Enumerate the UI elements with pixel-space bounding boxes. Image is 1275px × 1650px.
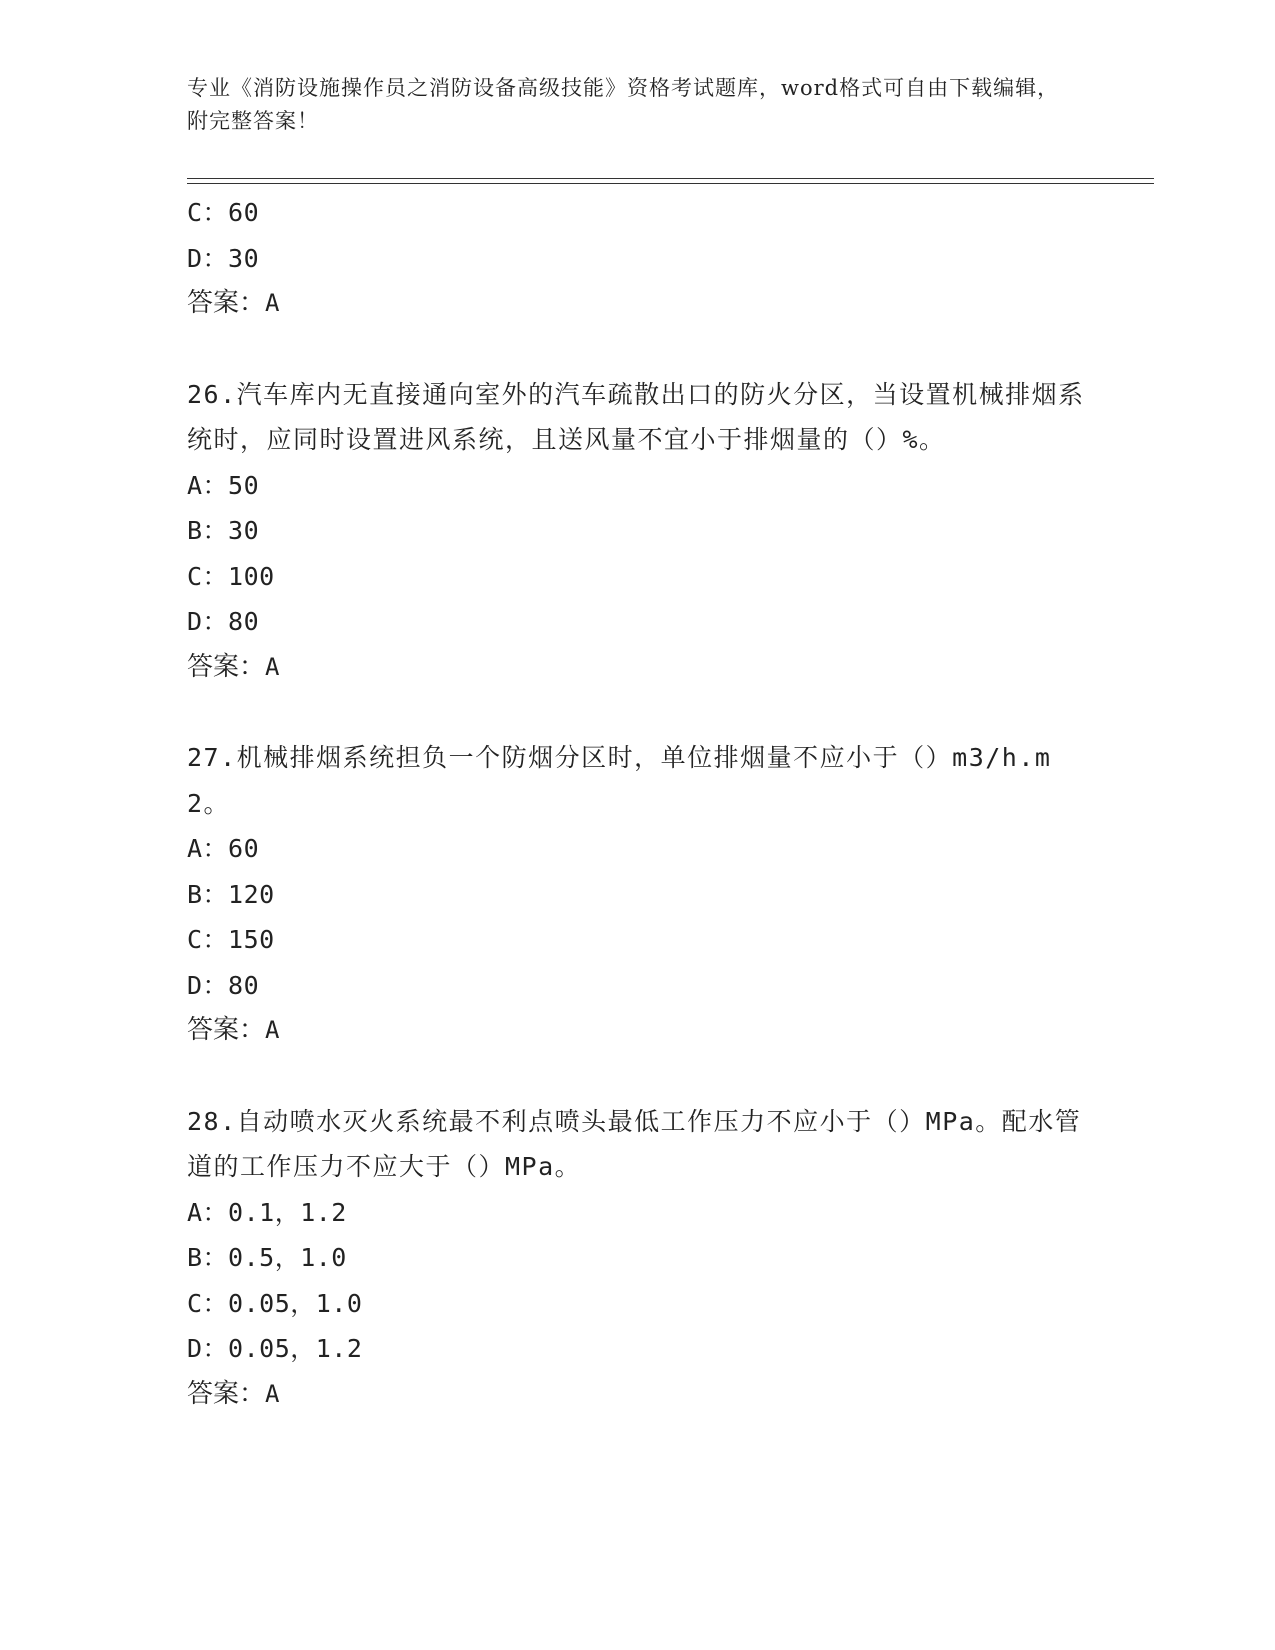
option-a: A：0.1，1.2: [187, 1197, 347, 1227]
document-header: 专业《消防设施操作员之消防设备高级技能》资格考试题库，word格式可自由下载编辑，附完整答案！: [187, 76, 1060, 133]
answer-label: 答案：: [187, 1378, 266, 1409]
answer-value: A: [265, 289, 280, 317]
option-d: D：80: [187, 607, 260, 636]
question-stem: 27.机械排烟系统担负一个防烟分区时，单位排烟量不应小于（）m3/h.m2。: [187, 743, 1052, 818]
answer-line: [187, 1372, 1087, 1418]
option-d: D：30: [187, 243, 260, 273]
question-stem: 28.自动喷水灭火系统最不利点喷头最低工作压力不应小于（）MPa。配水管道的工作压力不应大于（）MPa。: [187, 1106, 1082, 1181]
option-a: A：60: [187, 834, 260, 863]
answer-line: [187, 1008, 1087, 1054]
option-b: B：0.5，1.0: [187, 1243, 347, 1272]
question-27: [187, 735, 1087, 1054]
option-b: B：120: [187, 879, 275, 909]
answer-label: 答案：: [187, 288, 266, 318]
question-list: [187, 190, 1087, 1417]
answer-value: A: [265, 652, 280, 681]
question-26: [187, 372, 1087, 691]
option-c: C：0.05，1.0: [187, 1288, 363, 1318]
header-divider-top: [187, 178, 1154, 179]
option-a: A：50: [187, 470, 260, 500]
answer-value: A: [265, 1379, 280, 1408]
answer-line: [187, 281, 1087, 327]
option-d: D：80: [187, 970, 260, 1000]
question-stem: 26.汽车库内无直接通向室外的汽车疏散出口的防火分区，当设置机械排烟系统时，应同时设置进风系统，且送风量不宜小于排烟量的（）%。: [187, 379, 1085, 454]
header-divider-bottom: [187, 183, 1154, 184]
option-c: C：60: [187, 198, 260, 227]
option-b: B：30: [187, 516, 260, 545]
answer-value: A: [265, 1016, 280, 1044]
question-25-continuation: [187, 190, 1087, 327]
answer-label: 答案：: [187, 651, 266, 682]
option-d: D：0.05，1.2: [187, 1334, 363, 1363]
option-c: C：150: [187, 925, 275, 954]
question-28: [187, 1099, 1087, 1418]
answer-label: 答案：: [187, 1015, 266, 1045]
answer-line: [187, 645, 1087, 691]
question-spacer: [187, 690, 1087, 735]
option-c: C：100: [187, 561, 275, 591]
question-spacer: [187, 327, 1087, 372]
question-spacer: [187, 1054, 1087, 1099]
